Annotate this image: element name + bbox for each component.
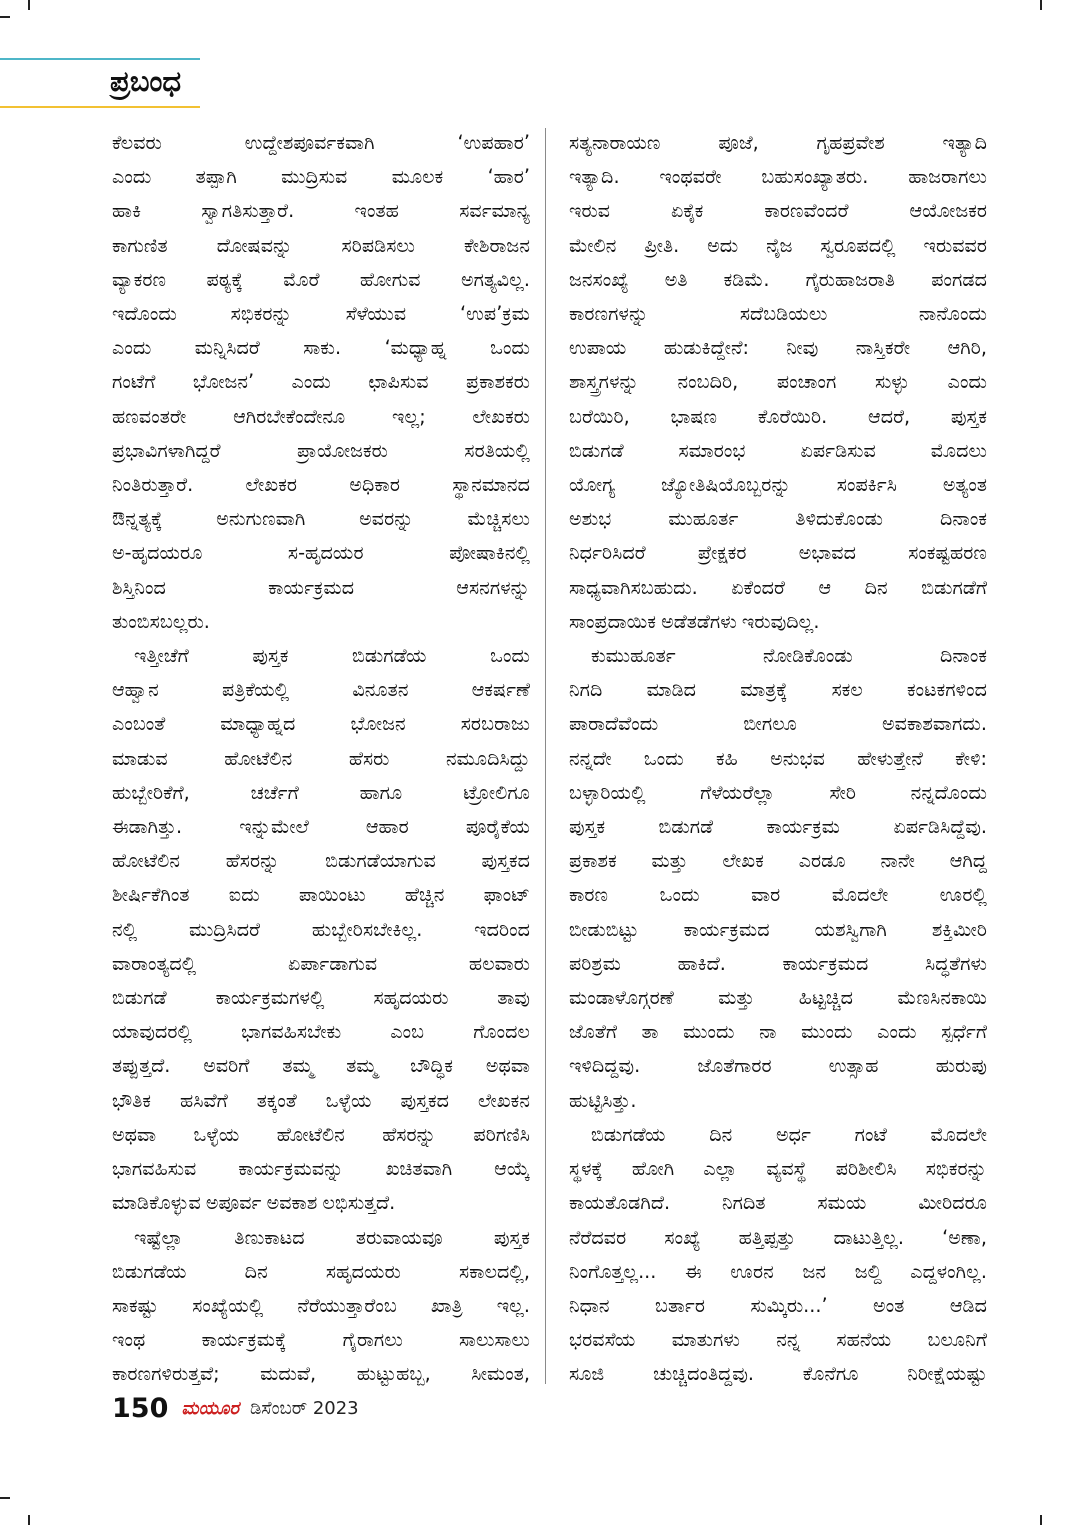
text-line: ಬಿಡುಗಡೆಯ ದಿನ ಸಹೃದಯರು ಸಕಾಲದಲ್ಲಿ, bbox=[112, 1259, 530, 1283]
column-divider bbox=[545, 128, 546, 1384]
text-line: ಹಾಕಿ ಸ್ವಾಗತಿಸುತ್ತಾರೆ. ಇಂತಹ ಸರ್ವಮಾನ್ಯ bbox=[112, 199, 530, 223]
text-line: ವಾರಾಂತ್ಯದಲ್ಲಿ ಏರ್ಪಾಡಾಗುವ ಹಲವಾರು bbox=[112, 951, 530, 975]
text-line: ಬಳ್ಳಾರಿಯಲ್ಲಿ ಗೆಳೆಯರೆಲ್ಲಾ ಸೇರಿ ನನ್ನದೊಂದು bbox=[569, 780, 987, 804]
text-line: ತಪ್ಪುತ್ತದೆ. ಅವರಿಗೆ ತಮ್ಮ ತಮ್ಮ ಬೌದ್ಧಿಕ ಅಥವಾ bbox=[112, 1054, 530, 1078]
text-line: ಉಪಾಯ ಹುಡುಕಿದ್ದೇನೆ: ನೀವು ನಾಸ್ತಿಕರೇ ಆಗಿರಿ, bbox=[569, 336, 987, 360]
text-line: ಮಾಡಿಕೊಳ್ಳುವ ಅಪೂರ್ವ ಅವಕಾಶ ಲಭಿಸುತ್ತದೆ. bbox=[112, 1191, 396, 1215]
text-line: ಎಂಬಂತೆ ಮಾಧ್ಯಾಹ್ನದ ಭೋಜನ ಸರಬರಾಜು bbox=[112, 712, 530, 736]
text-line: ಸೂಜಿ ಚುಚ್ಚಿದಂತಿದ್ದವು. ಕೊನೆಗೂ ನಿರೀಕ್ಷೆಯಷ್ಟು bbox=[569, 1362, 987, 1386]
text-line: ಎಂದು ಮನ್ನಿಸಿದರೆ ಸಾಕು. ‘ಮಧ್ಯಾಹ್ನ ಒಂದು bbox=[112, 336, 530, 360]
text-line: ಸ್ಥಳಕ್ಕೆ ಹೋಗಿ ಎಲ್ಲಾ ವ್ಯವಸ್ಥೆ ಪರಿಶೀಲಿಸಿ ಸಭಿಕರನ್ನು bbox=[569, 1157, 987, 1181]
text-line: ಹಣವಂತರೇ ಆಗಿರಬೇಕೆಂದೇನೂ ಇಲ್ಲ; ಲೇಖಕರು bbox=[112, 404, 530, 428]
text-line: ಜನಸಂಖ್ಯೆ ಅತಿ ಕಡಿಮೆ. ಗೈರುಹಾಜರಾತಿ ಪಂಗಡದ bbox=[569, 267, 987, 291]
text-line: ಇದೊಂದು ಸಭಿಕರನ್ನು ಸೆಳೆಯುವ ‘ಉಪ’ಕ್ರಮ bbox=[112, 302, 530, 326]
text-line: ಹುಬ್ಬೇರಿಕೆಗೆ, ಚರ್ಚೆಗೆ ಹಾಗೂ ಟ್ರೋಲಿಗೂ bbox=[112, 780, 530, 804]
text-line: ಬಿಡುಗಡೆ ಕಾರ್ಯಕ್ರಮಗಳಲ್ಲಿ ಸಹೃದಯರು ತಾವು bbox=[112, 986, 530, 1010]
text-line: ಕೆಲವರು ಉದ್ದೇಶಪೂರ್ವಕವಾಗಿ ‘ಉಪಹಾರ’ bbox=[112, 131, 530, 154]
text-line: ಅಥವಾ ಒಳ್ಳೆಯ ಹೋಟೆಲಿನ ಹೆಸರನ್ನು ಪರಿಗಣಿಸಿ bbox=[112, 1122, 530, 1146]
section-header bbox=[0, 56, 205, 108]
text-line: ಬೀಡುಬಿಟ್ಟು ಕಾರ್ಯಕ್ರಮದ ಯಶಸ್ವಿಗಾಗಿ ಶಕ್ತಿಮೀರಿ bbox=[569, 917, 987, 941]
crop-mark bbox=[0, 1497, 10, 1499]
text-line: ಪರಿಶ್ರಮ ಹಾಕಿದೆ. ಕಾರ್ಯಕ್ರಮದ ಸಿದ್ಧತೆಗಳು bbox=[569, 951, 987, 975]
article-column-left bbox=[112, 126, 530, 1388]
text-line: ಇತ್ಯಾದಿ. ಇಂಥವರೇ ಬಹುಸಂಖ್ಯಾತರು. ಹಾಜರಾಗಲು bbox=[569, 165, 987, 189]
text-line: ನಿರ್ಧರಿಸಿದರೆ ಪ್ರೇಕ್ಷಕರ ಅಭಾವದ ಸಂಕಷ್ಟಹರಣ bbox=[569, 541, 987, 565]
text-line: ಬಿಡುಗಡೆ ಸಮಾರಂಭ ಏರ್ಪಡಿಸುವ ಮೊದಲು bbox=[569, 438, 987, 462]
text-line: ಸಾಧ್ಯವಾಗಿಸಬಹುದು. ಏಕೆಂದರೆ ಆ ದಿನ ಬಿಡುಗಡೆಗೆ bbox=[569, 575, 987, 599]
text-line: ಹೋಟೆಲಿನ ಹೆಸರನ್ನು ಬಿಡುಗಡೆಯಾಗುವ ಪುಸ್ತಕದ bbox=[112, 849, 530, 873]
issue-date: ಡಿಸೆಂಬರ್ 2023 bbox=[249, 1398, 359, 1419]
text-line: ಜೊತೆಗೆ ತಾ ಮುಂದು ನಾ ಮುಂದು ಎಂದು ಸ್ಪರ್ಧೆಗೆ bbox=[569, 1020, 987, 1044]
text-line: ವ್ಯಾಕರಣ ಪಠ್ಯಕ್ಕೆ ಮೊರೆ ಹೋಗುವ ಅಗತ್ಯವಿಲ್ಲ. bbox=[112, 267, 530, 291]
text-line: ಭೌತಿಕ ಹಸಿವೆಗೆ ತಕ್ಕಂತೆ ಒಳ್ಳೆಯ ಪುಸ್ತಕದ ಲೇಖಕನ bbox=[112, 1088, 530, 1112]
text-line: ಬರೆಯಿರಿ, ಭಾಷಣ ಕೊರೆಯಿರಿ. ಆದರೆ, ಪುಸ್ತಕ bbox=[569, 404, 987, 428]
text-line: ಔನ್ನತ್ಯಕ್ಕೆ ಅನುಗುಣವಾಗಿ ಅವರನ್ನು ಮೆಚ್ಚಿಸಲು bbox=[112, 507, 530, 531]
text-line: ಭರವಸೆಯ ಮಾತುಗಳು ನನ್ನ ಸಹನೆಯ ಬಲೂನಿಗೆ bbox=[569, 1328, 987, 1352]
text-line: ಇಂಥ ಕಾರ್ಯಕ್ರಮಕ್ಕೆ ಗೈರಾಗಲು ಸಾಲುಸಾಲು bbox=[112, 1328, 530, 1352]
text-line: ಕಾರಣಗಳಿರುತ್ತವೆ; ಮದುವೆ, ಹುಟ್ಟುಹಬ್ಬ, ಸೀಮಂತ, bbox=[112, 1362, 530, 1386]
text-line: ಯಾವುದರಲ್ಲಿ ಭಾಗವಹಿಸಬೇಕು ಎಂಬ ಗೊಂದಲ bbox=[112, 1020, 530, 1044]
text-line: ಕುಮುಹೂರ್ತ ನೋಡಿಕೊಂಡು ದಿನಾಂಕ bbox=[591, 644, 987, 668]
text-line: ಹುಟ್ಟಿಸಿತ್ತು. bbox=[569, 1088, 637, 1112]
text-line: ಕಾರಣ ಒಂದು ವಾರ ಮೊದಲೇ ಊರಲ್ಲಿ bbox=[569, 883, 987, 907]
section-rule-top bbox=[0, 58, 200, 60]
article-column-right bbox=[569, 126, 987, 1388]
text-line: ಬಿಡುಗಡೆಯ ದಿನ ಅರ್ಧ ಗಂಟೆ ಮೊದಲೇ bbox=[591, 1122, 987, 1146]
text-line: ಸಾಂಪ್ರದಾಯಿಕ ಅಡೆತಡೆಗಳು ಇರುವುದಿಲ್ಲ. bbox=[569, 609, 820, 633]
text-line: ಮಾಡುವ ಹೋಟೆಲಿನ ಹೆಸರು ನಮೂದಿಸಿದ್ದು bbox=[112, 746, 530, 770]
text-line: ನಿಂತಿರುತ್ತಾರೆ. ಲೇಖಕರ ಅಧಿಕಾರ ಸ್ಥಾನಮಾನದ bbox=[112, 473, 530, 497]
text-line: ನಲ್ಲಿ ಮುದ್ರಿಸಿದರೆ ಹುಬ್ಬೇರಿಸಬೇಕಿಲ್ಲ. ಇದರಿಂದ bbox=[112, 917, 530, 941]
text-line: ನಿಂಗೊತ್ತಲ್ಲ... ಈ ಊರನ ಜನ ಜಲ್ದಿ ಎದ್ದಳಂಗಿಲ್ಲ. bbox=[569, 1259, 987, 1283]
text-line: ಗಂಟೆಗೆ ಭೋಜನ’ ಎಂದು ಛಾಪಿಸುವ ಪ್ರಕಾಶಕರು bbox=[112, 370, 530, 394]
crop-mark bbox=[28, 1515, 30, 1525]
text-line: ಇಷ್ಟೆಲ್ಲಾ ತಿಣುಕಾಟದ ತರುವಾಯವೂ ಪುಸ್ತಕ bbox=[134, 1225, 530, 1249]
text-line: ನಿಧಾನ ಬರ್ತಾರ ಸುಮ್ಕಿರು...’ ಅಂತ ಆಡಿದ bbox=[569, 1293, 987, 1317]
text-line: ಪಾರಾದೆವೆಂದು ಬೀಗಲೂ ಅವಕಾಶವಾಗದು. bbox=[569, 712, 987, 736]
text-line: ನನ್ನದೇ ಒಂದು ಕಹಿ ಅನುಭವ ಹೇಳುತ್ತೇನೆ ಕೇಳಿ: bbox=[569, 746, 987, 770]
text-line: ಶೀರ್ಷಿಕೆಗಿಂತ ಐದು ಪಾಯಿಂಟು ಹೆಚ್ಚಿನ ಫಾಂಟ್ bbox=[112, 883, 530, 907]
text-line: ಯೋಗ್ಯ ಜ್ಯೋತಿಷಿಯೊಬ್ಬರನ್ನು ಸಂಪರ್ಕಿಸಿ ಅತ್ಯಂತ bbox=[569, 473, 987, 497]
text-line: ಸತ್ಯನಾರಾಯಣ ಪೂಜೆ, ಗೃಹಪ್ರವೇಶ ಇತ್ಯಾದಿ bbox=[569, 131, 987, 154]
section-title: ಪ್ರಬಂಧ bbox=[110, 64, 182, 98]
text-line: ಭಾಗವಹಿಸುವ ಕಾರ್ಯಕ್ರಮವನ್ನು ಖಚಿತವಾಗಿ ಆಯ್ಕೆ bbox=[112, 1157, 530, 1181]
text-line: ಮೇಲಿನ ಪ್ರೀತಿ. ಅದು ನೈಜ ಸ್ವರೂಪದಲ್ಲಿ ಇರುವವರ bbox=[569, 233, 987, 257]
text-line: ಕಾಯತೊಡಗಿದೆ. ನಿಗದಿತ ಸಮಯ ಮೀರಿದರೂ bbox=[569, 1191, 987, 1215]
text-line: ಇರುವ ಏಕೈಕ ಕಾರಣವೆಂದರೆ ಆಯೋಜಕರ bbox=[569, 199, 987, 223]
section-rule-bottom bbox=[0, 106, 200, 108]
crop-mark bbox=[1040, 0, 1042, 10]
text-line: ಪ್ರಭಾವಿಗಳಾಗಿದ್ದರೆ ಪ್ರಾಯೋಜಕರು ಸರತಿಯಲ್ಲಿ bbox=[112, 438, 530, 462]
text-line: ತುಂಬಿಸಬಲ್ಲರು. bbox=[112, 609, 210, 633]
text-line: ಕಾರಣಗಳನ್ನು ಸದೆಬಡಿಯಲು ನಾನೊಂದು bbox=[569, 302, 987, 326]
text-line: ನೆರೆದವರ ಸಂಖ್ಯೆ ಹತ್ತಿಪ್ಪತ್ತು ದಾಟುತ್ತಿಲ್ಲ. ‘ಅಣಾ, bbox=[569, 1225, 987, 1249]
text-line: ಪುಸ್ತಕ ಬಿಡುಗಡೆ ಕಾರ್ಯಕ್ರಮ ಏರ್ಪಡಿಸಿದ್ದೆವು. bbox=[569, 815, 987, 839]
text-line: ಅಶುಭ ಮುಹೂರ್ತ ತಿಳಿದುಕೊಂಡು ದಿನಾಂಕ bbox=[569, 507, 987, 531]
text-line: ಸಾಕಷ್ಟು ಸಂಖ್ಯೆಯಲ್ಲಿ ನೆರೆಯುತ್ತಾರೆಂಬ ಖಾತ್ರಿ ಇಲ್ಲ. bbox=[112, 1293, 530, 1317]
crop-mark bbox=[0, 16, 10, 18]
text-line: ಇಳಿದಿದ್ದವು. ಜೊತೆಗಾರರ ಉತ್ಸಾಹ ಹುರುಪು bbox=[569, 1054, 987, 1078]
page-footer bbox=[112, 1393, 359, 1427]
magazine-logo: ಮಯೂರ bbox=[181, 1398, 239, 1419]
text-line: ಮಂಡಾಳೊಗ್ಗರಣೆ ಮತ್ತು ಹಿಟ್ಟಚ್ಚಿದ ಮೆಣಸಿನಕಾಯಿ bbox=[569, 986, 987, 1010]
text-line: ಅ-ಹೃದಯರೂ ಸ-ಹೃದಯರ ಪೋಷಾಕಿನಲ್ಲಿ bbox=[112, 541, 530, 565]
page-number: 150 bbox=[112, 1393, 169, 1424]
text-line: ಆಹ್ವಾನ ಪತ್ರಿಕೆಯಲ್ಲಿ ವಿನೂತನ ಆಕರ್ಷಣೆ bbox=[112, 678, 530, 702]
crop-mark bbox=[1040, 1515, 1042, 1525]
text-line: ಶಿಸ್ತಿನಿಂದ ಕಾರ್ಯಕ್ರಮದ ಆಸನಗಳನ್ನು bbox=[112, 575, 530, 599]
text-line: ಪ್ರಕಾಶಕ ಮತ್ತು ಲೇಖಕ ಎರಡೂ ನಾನೇ ಆಗಿದ್ದ bbox=[569, 849, 987, 873]
text-line: ನಿಗದಿ ಮಾಡಿದ ಮಾತ್ರಕ್ಕೆ ಸಕಲ ಕಂಟಕಗಳಿಂದ bbox=[569, 678, 987, 702]
text-line: ಕಾಗುಣಿತ ದೋಷವನ್ನು ಸರಿಪಡಿಸಲು ಕೇಶಿರಾಜನ bbox=[112, 233, 530, 257]
text-line: ಎಂದು ತಪ್ಪಾಗಿ ಮುದ್ರಿಸುವ ಮೂಲಕ ‘ಹಾರ’ bbox=[112, 165, 530, 189]
text-line: ಶಾಸ್ತ್ರಗಳನ್ನು ನಂಬದಿರಿ, ಪಂಚಾಂಗ ಸುಳ್ಳು ಎಂದು bbox=[569, 370, 987, 394]
text-line: ಈಡಾಗಿತ್ತು. ಇನ್ನುಮೇಲೆ ಆಹಾರ ಪೂರೈಕೆಯ bbox=[112, 815, 530, 839]
text-line: ಇತ್ತೀಚೆಗೆ ಪುಸ್ತಕ ಬಿಡುಗಡೆಯ ಒಂದು bbox=[134, 644, 530, 668]
crop-mark bbox=[28, 0, 30, 10]
